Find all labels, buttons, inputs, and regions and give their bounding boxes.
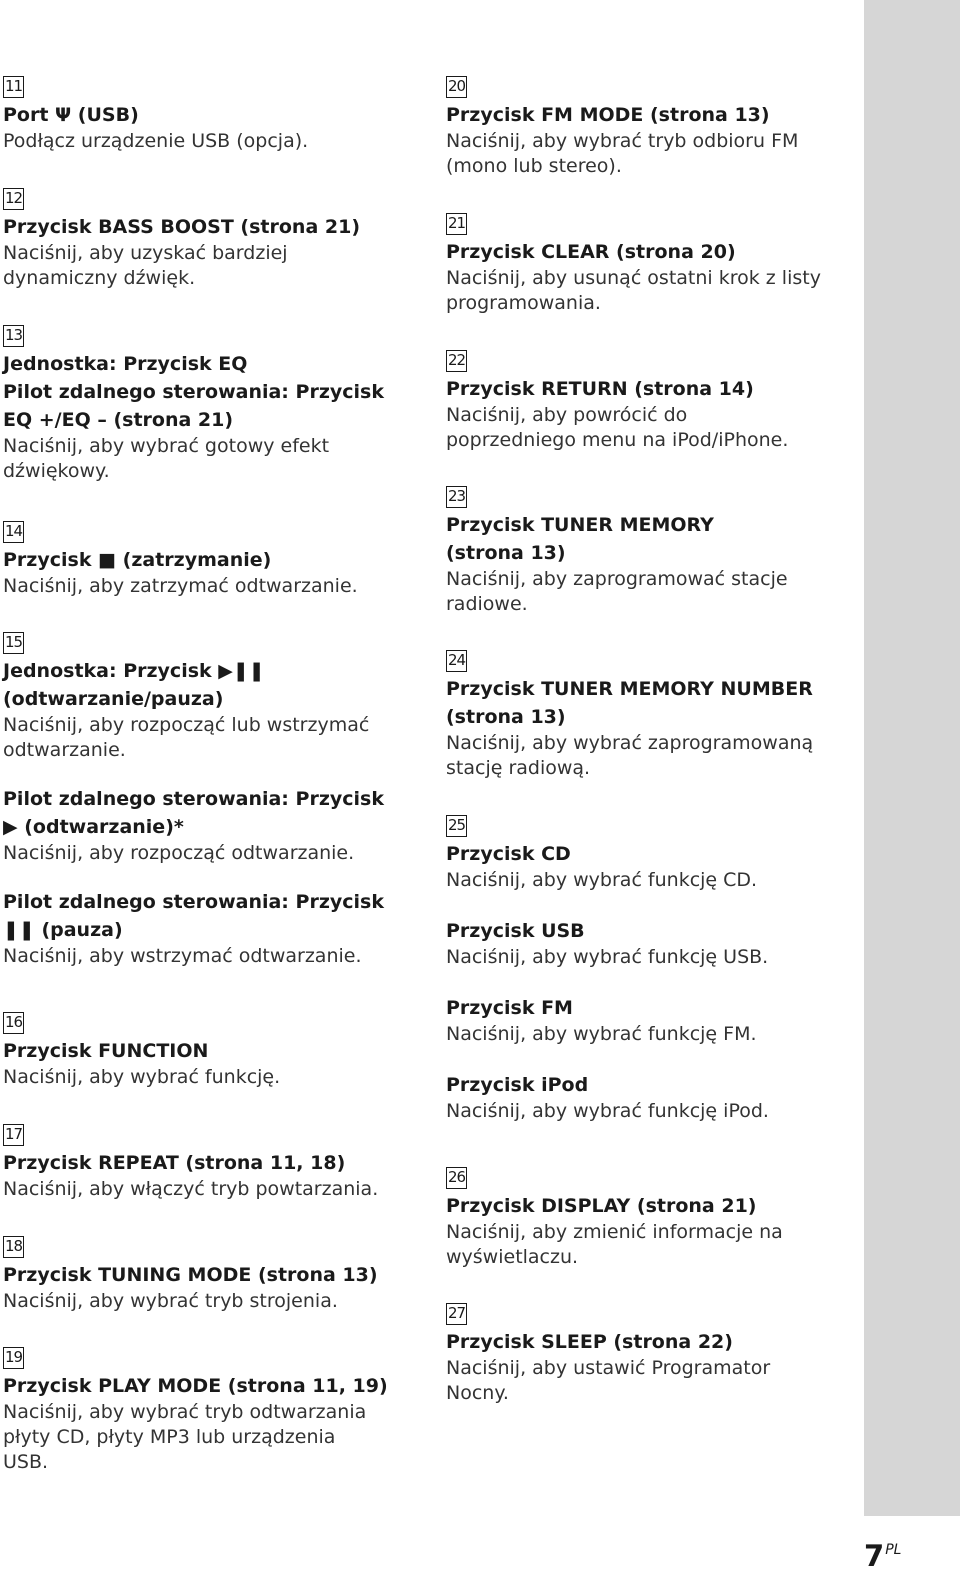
item-27	[446, 1303, 856, 1406]
item-description: Naciśnij, aby wybrać funkcję FM.	[446, 1023, 757, 1045]
item-26	[446, 1167, 856, 1270]
page-number-value: 7	[864, 1539, 885, 1573]
item-heading: Pilot zdalnego sterowania: Przycisk ❚❚ (pauza)	[3, 891, 384, 941]
item-heading: Przycisk RETURN (strona 14)	[446, 378, 754, 400]
item-22	[446, 350, 856, 453]
item-heading: Przycisk TUNING MODE (strona 13)	[3, 1264, 378, 1286]
item-description: Naciśnij, aby wybrać funkcję.	[3, 1066, 281, 1088]
item-15-sub-pause	[3, 888, 443, 969]
item-heading: Przycisk iPod	[446, 1074, 589, 1096]
item-number: 20	[446, 76, 467, 98]
item-heading: Przycisk FM	[446, 997, 573, 1019]
item-number: 11	[3, 76, 24, 98]
side-margin-bar	[864, 0, 960, 1516]
item-number: 21	[446, 213, 467, 235]
item-number: 17	[3, 1124, 24, 1146]
item-heading: Przycisk CD	[446, 843, 571, 865]
item-description: Naciśnij, aby wstrzymać odtwarzanie.	[3, 945, 362, 967]
item-description: Naciśnij, aby zatrzymać odtwarzanie.	[3, 575, 358, 597]
item-heading: Przycisk SLEEP (strona 22)	[446, 1331, 733, 1353]
item-12	[3, 188, 443, 291]
item-20	[446, 76, 856, 179]
item-number: 24	[446, 650, 467, 672]
item-number: 23	[446, 486, 467, 508]
item-25-sub-usb	[446, 917, 856, 970]
item-19	[3, 1347, 443, 1475]
item-heading: Przycisk ■ (zatrzymanie)	[3, 549, 272, 571]
item-number: 22	[446, 350, 467, 372]
page-number-suffix: PL	[885, 1542, 902, 1558]
item-description: Naciśnij, aby wybrać funkcję USB.	[446, 946, 769, 968]
item-description: Naciśnij, aby zaprogramować stacje radiowe.	[446, 568, 788, 615]
item-description: Naciśnij, aby wybrać zaprogramowaną stację radiową.	[446, 732, 814, 779]
item-heading: Przycisk PLAY MODE (strona 11, 19)	[3, 1375, 388, 1397]
item-number: 19	[3, 1347, 24, 1369]
item-number: 27	[446, 1303, 467, 1325]
item-description: Naciśnij, aby usunąć ostatni krok z listy programowania.	[446, 267, 821, 314]
item-number: 25	[446, 815, 467, 837]
item-heading: Przycisk REPEAT (strona 11, 18)	[3, 1152, 346, 1174]
item-number: 14	[3, 521, 24, 543]
item-description: Naciśnij, aby wybrać funkcję iPod.	[446, 1100, 769, 1122]
item-description: Naciśnij, aby ustawić Programator Nocny.	[446, 1357, 771, 1404]
item-11	[3, 76, 443, 154]
item-heading: Port Ψ (USB)	[3, 104, 139, 126]
item-heading: Jednostka: Przycisk ▶❚❚ (odtwarzanie/pauza)	[3, 660, 265, 710]
item-17	[3, 1124, 443, 1202]
item-25-sub-ipod	[446, 1071, 856, 1124]
item-15	[3, 632, 443, 969]
item-heading: Przycisk DISPLAY (strona 21)	[446, 1195, 757, 1217]
item-24	[446, 650, 856, 781]
item-number: 16	[3, 1012, 24, 1034]
page-number	[864, 1534, 901, 1572]
item-number: 13	[3, 325, 24, 347]
item-heading: Przycisk CLEAR (strona 20)	[446, 241, 736, 263]
item-16	[3, 1012, 443, 1090]
item-description: Naciśnij, aby wybrać tryb odbioru FM (mono lub stereo).	[446, 130, 799, 177]
item-heading: Przycisk USB	[446, 920, 585, 942]
item-number: 12	[3, 188, 24, 210]
item-25-sub-fm	[446, 994, 856, 1047]
item-description: Naciśnij, aby powrócić do poprzedniego menu na iPod/iPhone.	[446, 404, 789, 451]
item-description: Naciśnij, aby rozpocząć lub wstrzymać odtwarzanie.	[3, 714, 370, 761]
item-23	[446, 486, 856, 617]
item-description: Naciśnij, aby włączyć tryb powtarzania.	[3, 1178, 379, 1200]
item-15-sub-play	[3, 785, 443, 866]
item-description: Naciśnij, aby wybrać gotowy efekt dźwiękowy.	[3, 435, 330, 482]
item-heading: Przycisk FM MODE (strona 13)	[446, 104, 770, 126]
item-description: Naciśnij, aby rozpocząć odtwarzanie.	[3, 842, 355, 864]
item-heading: Pilot zdalnego sterowania: Przycisk ▶ (odtwarzanie)*	[3, 788, 384, 838]
item-description: Naciśnij, aby uzyskać bardziej dynamiczny dźwięk.	[3, 242, 288, 289]
item-description: Naciśnij, aby wybrać tryb odtwarzania płyty CD, płyty MP3 lub urządzenia USB.	[3, 1401, 367, 1473]
item-heading: Jednostka: Przycisk EQ Pilot zdalnego sterowania: Przycisk EQ +/EQ – (strona 21)	[3, 353, 384, 431]
item-description: Naciśnij, aby wybrać tryb strojenia.	[3, 1290, 338, 1312]
item-13	[3, 325, 443, 484]
item-heading: Przycisk TUNER MEMORY (strona 13)	[446, 514, 714, 564]
item-heading: Przycisk BASS BOOST (strona 21)	[3, 216, 361, 238]
item-number: 26	[446, 1167, 467, 1189]
item-25	[446, 815, 856, 1124]
item-heading: Przycisk FUNCTION	[3, 1040, 209, 1062]
item-21	[446, 213, 856, 316]
item-heading: Przycisk TUNER MEMORY NUMBER (strona 13)	[446, 678, 813, 728]
item-description: Podłącz urządzenie USB (opcja).	[3, 130, 309, 152]
item-number: 18	[3, 1236, 24, 1258]
item-description: Naciśnij, aby wybrać funkcję CD.	[446, 869, 758, 891]
item-number: 15	[3, 632, 24, 654]
item-description: Naciśnij, aby zmienić informacje na wyświetlaczu.	[446, 1221, 783, 1268]
item-14	[3, 521, 443, 599]
item-18	[3, 1236, 443, 1314]
